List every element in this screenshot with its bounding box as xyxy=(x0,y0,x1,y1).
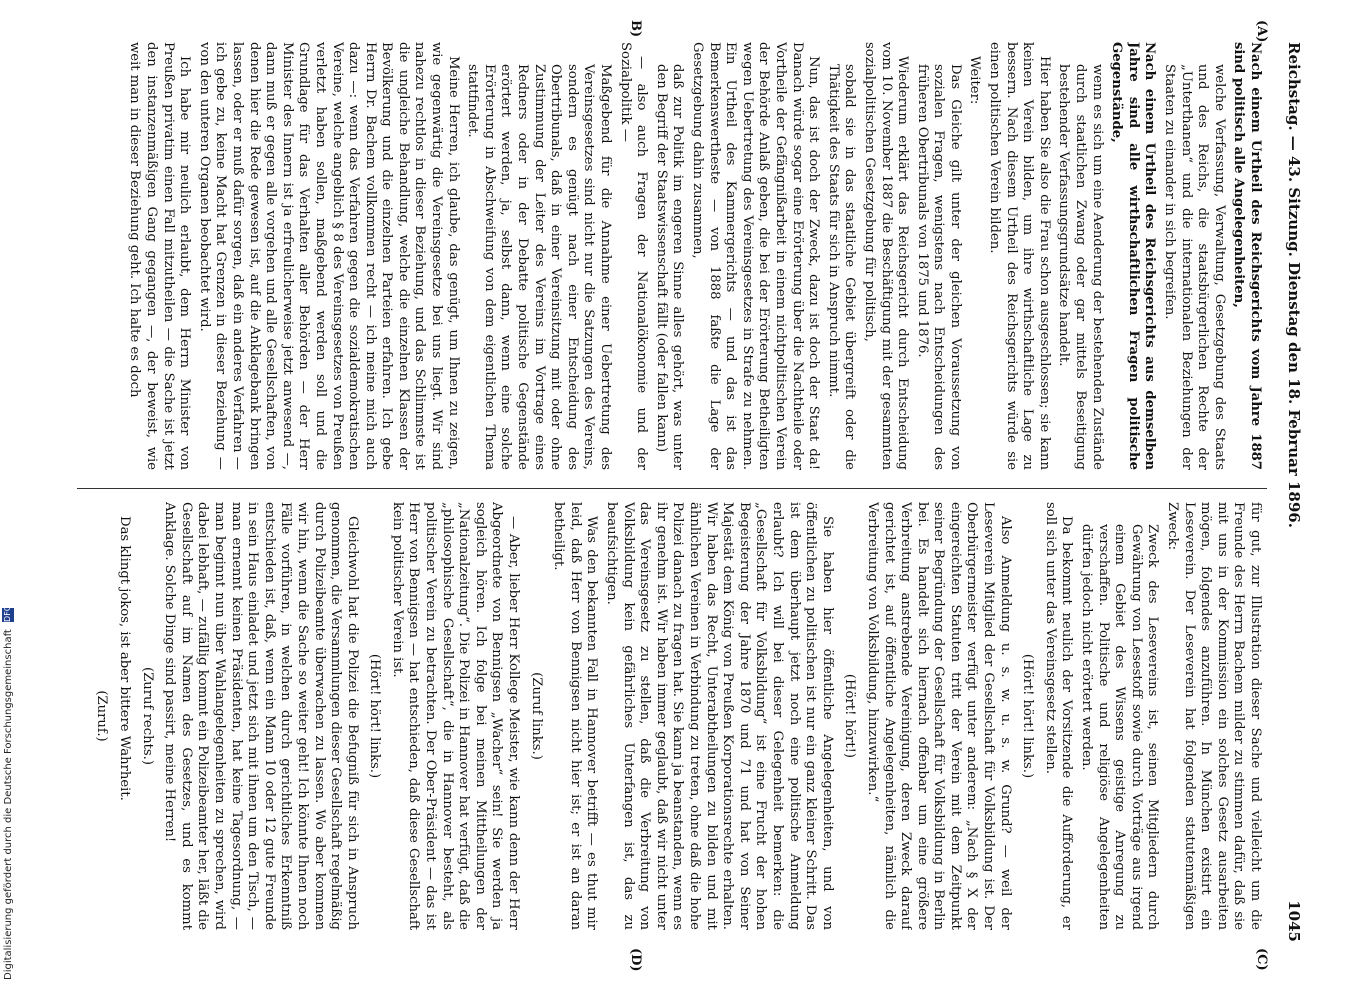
margin-mark-c: (C) xyxy=(1254,948,1269,971)
paragraph: Zweck des Lesevereins ist, seinen Mitgliedern durch Gewährung von Lesestoff sowie durch Vorträge aus irgend einem Gebiet des Wissens geistige Anregung zu verschaffen. Politische und religiöse Angelegenheiten dürfen jedoch nicht erörtert werden. xyxy=(1079,524,1161,930)
paragraph: sobald sie in das staatliche Gebiet übergreift oder die Thätigkeit des Staats für sich in Anspruch nimmt. xyxy=(825,64,858,470)
paragraph: Nach einem Urtheil des Reichsgerichts vom Jahre 1887 sind politisch alle Angelegenheiten, xyxy=(1231,42,1263,470)
interjection: (Zuruf links.) xyxy=(528,672,544,760)
paragraph: Da bekommt neulich der Vorsitzende die Aufforderung, er soll sich unter das Vereinsgesetz stellen. xyxy=(1042,502,1075,930)
paragraph: — Aber, lieber Herr Kollege Meister, wie kann denn der Herr Abgeordnete von Bennigsen „Wacher“ sein! Sie werden ja sogleich hören. Ich folge bei meinen Mittheilungen der „Nationalzeitung“. Die Polizei in Hannover hat verfügt, daß die „philosophische Gesellschaft“, die in Hannover besteht, als politischer Verein zu betrachten. Der Ober-Präsident — das ist Herr von Bennigsen — hat entschieden, daß diese Gesellschaft kein politischer Verein ist. xyxy=(389,502,522,930)
page-header-title: Reichstag. — 43. Sitzung. Dienstag den 18. Februar 1896. xyxy=(1285,42,1303,528)
paragraph: Wiederum erklärt das Reichsgericht durch Entscheidung vom 10. November 1887 die Beschäftigung mit der gesammten sozialpolitischen Gesetzgebung für politisch, xyxy=(861,42,911,470)
paragraph: Weiter: xyxy=(967,56,983,105)
paragraph: für gut, zur Illustration dieser Sache und vielleicht um die Freunde des Herrn Bachem milder zu stimmen dafür, daß sie mit uns in der Kommission ein solches Gesetz ausarbeiten mögen, folgendes anzuführen. In München existirt ein Leseverein. Der Leseverein hat folgenden statutenmäßigen Zweck: xyxy=(1165,502,1263,930)
paragraph: Das Gleiche gilt unter der gleichen Voraussetzung von sozialen Fragen, wenigstens nach Entscheidungen des früheren Obertribunals von 1875 und 1876. xyxy=(914,64,963,470)
paragraph: Maßgebend für die Annahme einer Uebertretung des Vereinsgesetzes sind nicht nur die Satzungen des Vereins, sondern es genügt nach einer Entscheidung des Obertribunals, daß in einer Vereinsitzung mit oder ohne Zustimmung der Leiter des Vereins im Vortrage eines Redners oder in der Debatte politische Gegenstände erörtert werden, ja, selbst dann, wenn eine solche Erörterung in Abschweifung von dem eigentlichen Thema stattfindet. xyxy=(465,64,614,470)
dfg-logo: DFG xyxy=(3,605,12,622)
right-column xyxy=(83,502,1263,930)
paragraph: Gleichwohl hat die Polizei die Befugniß für sich in Anspruch genommen, die Versammlungen dieser Gesellschaft regelmäßig durch Polizeibeamte überwachen zu lassen. Wo aber kommen wir hin, wenn die Sache so weiter geht! Ich könnte Ihnen noch Fälle vorführen, in welchen durch gerichtliches Erkenntniß entschieden ist, daß, wenn ein Mann 10 oder 12 gute Freunde in sein Haus einladet und jetzt sich mit ihnen um den Tisch, — man ernennt keinen Präsidenten, hat keine Tagesordnung, — man beginnt nun über Wahlangelegenheiten zu sprechen, wird dabei lebhaft, — zufällig kommt ein Polizeibeamter her, läßt die Gesellschaft auf im Namen des Gesetzes, und es kommt Anklage. Solche Dinge sind passirt, meine Herren! xyxy=(162,502,360,930)
interjection: (Hört! hört!) xyxy=(842,673,858,759)
margin-mark-a: (A) xyxy=(1254,20,1269,43)
interjection: (Hört! hört! links.) xyxy=(1020,653,1036,779)
digitization-credit xyxy=(2,600,20,980)
paragraph: daß zur Politik im engeren Sinne alles gehört, was unter den Begriff der Staatswissenschaft fällt (oder fallen kann) xyxy=(653,64,686,470)
paragraph: Ich habe mir neulich erlaubt, dem Herrn Minister von Preußen privatim einen Fall mitzutheilen — die Sache ist jetzt den instanzenmäßigen Gang gegangen —, der beweist, wie weit man in dieser Beziehung geht. Ich halte es doch xyxy=(127,42,193,470)
paragraph: Meine Herren, ich glaube, das genügt, um Ihnen zu zeigen, wie gegenwärtig die Vereinsgesetze bei uns liegt. Wir sind nahezu rechtlos in dieser Beziehung, und das Schlimmste ist die ungleiche Behandlung, welche die einzelnen Klassen der Bevölkerung und die einzelnen Parteien erfahren. Ich gebe Herrn Dr. Bachem vollkommen recht — ich meine mich auch dazu —: wenn das Verfahren gegen die sozialdemokratischen Vereine, welche angeblich § 8 des Vereinsgesetzes von Preußen verletzt haben sollen, maßgebend werden soll und die Grundlage für das Verhalten aller Behörden — der Herr Minister des Innern ist ja erfreulicherweise jetzt anwesend —, dann muß er gegen alle vorgehen und alle Gesellschaften, von denen hier die Rede gewesen ist, auf die Anklagebank bringen lassen, oder er muß dafür sorgen, daß ein anderes Verfahren — ich gebe zu, keine Macht hat Grenzen in dieser Beziehung — von den unteren Organen beobachtet wird. xyxy=(196,42,461,470)
scanned-page xyxy=(63,20,1303,972)
paragraph: wenn es sich um eine Aenderung der bestehenden Zustände durch staatlichen Zwang oder gar mittels Beseitigung bestehender Verfassungsgrundsätze handelt. xyxy=(1056,64,1105,470)
interjection: (Zuruf rechts.) xyxy=(139,666,155,766)
interjection: (Zuruf.) xyxy=(94,690,110,742)
page-number: 1045 xyxy=(1285,900,1303,942)
paragraph: Nach einem Urtheil des Reichsgerichts aus demselben Jahre sind alle wirthschaftlichen Fragen politische Gegenstände, xyxy=(1109,42,1158,470)
interjection: (Hört! hört! links.) xyxy=(367,653,383,779)
paragraph: Hier haben Sie also die Frau schon ausgeschlossen; sie kann keinen Verein bilden, um ihre wirthschaftliche Lage zu bessern. Nach diesem Urtheil des Reichsgerichts würde sie einen politischen Verein bilden. xyxy=(987,42,1052,470)
paragraph: Was den bekannten Fall in Hannover betrifft — es thut mir leid, daß Herr von Bennigsen nicht hier ist; er ist an daran betheiligt. xyxy=(551,502,600,930)
credit-text: Digitalisierung gefördert durch die Deutsche Forschungsgemeinschaft xyxy=(3,629,14,980)
paragraph: Das klingt jokos, ist aber bittere Wahrheit. xyxy=(117,516,132,801)
column-divider xyxy=(77,488,1267,489)
paragraph: Also Anmeldung u. s. w. u. s. w. Grund? — weil der Leseverein Mitglied der Gesellschaft für Volksbildung ist. Der Oberbürgermeister verfügt unter anderem: „Nach § X der eingereichten Statuten tritt der Verein mit dem Zeitpunkt seiner Begründung der Gesellschaft für Volksbildung in Berlin bei. Es handelt sich hiernach offenbar um eine größere Verbreitung anstrebende Vereinigung, deren Zweck darauf gerichtet ist, auf öffentliche Angelegenheiten, nämlich die Verbreitung von Volksbildung, hinzuwirken.“ xyxy=(864,502,1013,930)
paragraph: — also auch Fragen der Nationalökonomie und der Sozialpolitik — xyxy=(617,42,650,470)
margin-mark-d: (D) xyxy=(628,948,643,972)
page-header xyxy=(1277,42,1303,942)
paragraph: Sie haben hier öffentliche Angelegenheiten, und von öffentlichen zu politischen ist nur ein ganz kleiner Schritt. Das ist dem überhaupt jetzt noch eine politische Anmeldung erlaubt? Ich will bei dieser Gelegenheit bemerken: die „Gesellschaft für Volksbildung“ ist eine Frucht der hohen Begeisterung der Jahre 1870 und 71 und hat von Seiner Majestät dem König von Preußen Korporationsrechte erhalten. Wir haben das Recht, Unterabtheilungen zu bilden und mit ähnlichen Vereinen in Verbindung zu treten, ohne daß die hohe Polizei danach zu fragen hat. Sie kann ja beanstanden, wenn es ihr genehm ist. Wir haben immer geglaubt, daß wir nicht unter das Vereinsgesetz zu stellen, daß die Verbreitung von Volksbildung kein gefährliches Unterfangen ist, das zu beaufsichtigen. xyxy=(604,502,835,930)
left-column xyxy=(83,42,1263,470)
margin-mark-b: B) xyxy=(628,20,643,38)
paragraph: Nun, das ist doch der Zweck, dazu ist doch der Staat da! Danach würde sogar eine Erörterung über die Nachtheile oder Vortheile der Gefängnißarbeit in einem nichtpolitischen Verein der Behörde Anlaß geben, die bei der Erörterung Betheiligten wegen Uebertretung des Vereinsgesetzes in Strafe zu nehmen. Ein Urtheil des Kammergerichts — und das ist das Bemerkenswertheste — von 1888 faßte die Lage der Gesetzgebung dahin zusammen, xyxy=(690,42,822,470)
paragraph: welche Verfassung, Verwaltung, Gesetzgebung des Staats und des Reichs, die staatsbürgerlichen Rechte der „Unterthanen“ und die internationalen Beziehungen der Staaten zu einander in sich begreifen. xyxy=(1162,64,1227,470)
